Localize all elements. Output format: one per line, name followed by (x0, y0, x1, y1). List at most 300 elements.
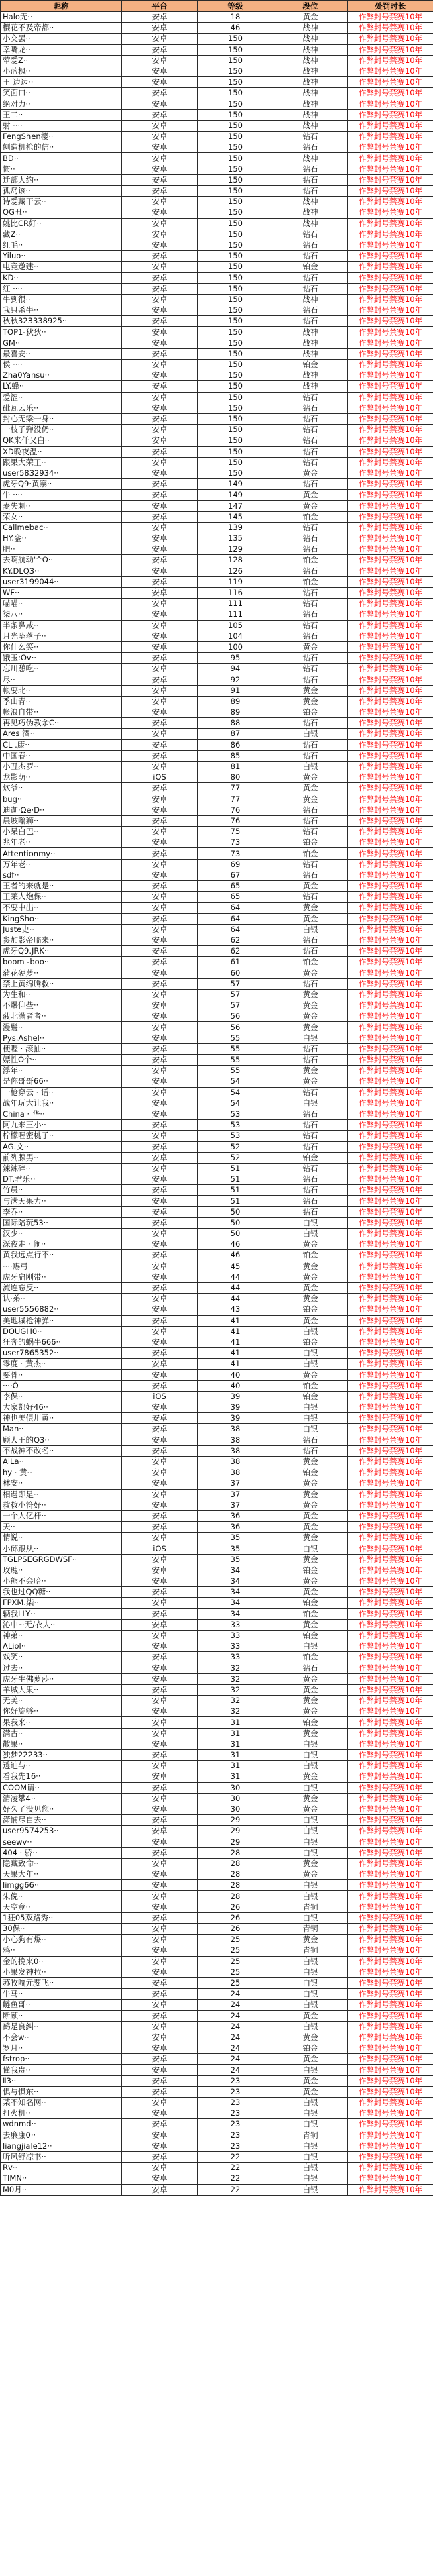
table-row (1, 272, 433, 283)
cell-level: 150 (198, 360, 273, 370)
cell-nickname: fstrop·· (1, 2054, 122, 2065)
cell-rank: 白银 (273, 1413, 348, 1424)
table-row (1, 685, 433, 696)
cell-penalty: 作弊封号禁赛10年 (348, 1750, 433, 1761)
cell-platform: 安卓 (122, 88, 198, 99)
cell-rank: 白银 (273, 1761, 348, 1771)
cell-platform: 安卓 (122, 1902, 198, 1912)
cell-platform: 安卓 (122, 750, 198, 761)
cell-platform: 安卓 (122, 533, 198, 544)
cell-rank: 青铜 (273, 2130, 348, 2141)
cell-nickname: 我也过QQ糖·· (1, 1587, 122, 1598)
cell-nickname: DT.君乐·· (1, 1174, 122, 1185)
cell-penalty: 作弊封号禁赛10年 (348, 1326, 433, 1337)
cell-level: 77 (198, 794, 273, 805)
table-row (1, 370, 433, 381)
cell-penalty: 作弊封号禁赛10年 (348, 533, 433, 544)
cell-penalty: 作弊封号禁赛10年 (348, 77, 433, 88)
cell-nickname: 沁中~无/衣人·· (1, 1619, 122, 1630)
cell-nickname: 柒八·· (1, 609, 122, 620)
cell-nickname: 鲢鱼哥·· (1, 2000, 122, 2010)
cell-level: 28 (198, 1891, 273, 1902)
cell-rank: 钻石 (273, 718, 348, 729)
cell-level: 24 (198, 1989, 273, 2000)
cell-platform: 安卓 (122, 142, 198, 153)
cell-penalty: 作弊封号禁赛10年 (348, 566, 433, 576)
cell-nickname: 朱倪·· (1, 1891, 122, 1902)
cell-penalty: 作弊封号禁赛10年 (348, 1706, 433, 1717)
cell-nickname: 帐浪自带·· (1, 707, 122, 718)
cell-level: 105 (198, 620, 273, 631)
cell-level: 55 (198, 1033, 273, 1043)
cell-rank: 白银 (273, 1880, 348, 1891)
cell-nickname: 黄我远点行不·· (1, 1250, 122, 1261)
cell-rank: 白银 (273, 1750, 348, 1761)
cell-penalty: 作弊封号禁赛10年 (348, 1847, 433, 1858)
cell-rank: 白银 (273, 1967, 348, 1977)
cell-platform: 安卓 (122, 566, 198, 576)
cell-rank: 钻石 (273, 1087, 348, 1098)
cell-rank: 白银 (273, 2065, 348, 2075)
cell-rank: 黄金 (273, 1554, 348, 1565)
cell-nickname: 迪迦·Ωe·D·· (1, 805, 122, 815)
cell-nickname: 侯 ···· (1, 360, 122, 370)
cell-rank: 钻石 (273, 631, 348, 641)
cell-penalty: 作弊封号禁赛10年 (348, 1858, 433, 1869)
cell-rank: 钻石 (273, 587, 348, 598)
cell-platform: 安卓 (122, 718, 198, 729)
cell-platform: 安卓 (122, 1706, 198, 1717)
table-row (1, 859, 433, 870)
cell-penalty: 作弊封号禁赛10年 (348, 2000, 433, 2010)
cell-penalty: 作弊封号禁赛10年 (348, 1229, 433, 1239)
table-row (1, 892, 433, 903)
cell-nickname: 牛马·· (1, 1989, 122, 2000)
cell-level: 150 (198, 99, 273, 109)
cell-penalty: 作弊封号禁赛10年 (348, 1598, 433, 1608)
table-row (1, 653, 433, 664)
cell-level: 65 (198, 892, 273, 903)
cell-level: 24 (198, 2000, 273, 2010)
cell-nickname: Ares 酒·· (1, 729, 122, 739)
table-row (1, 1033, 433, 1043)
cell-rank: 钻石 (273, 870, 348, 880)
cell-platform: 安卓 (122, 1619, 198, 1630)
cell-rank: 战神 (273, 88, 348, 99)
table-row (1, 1239, 433, 1250)
cell-platform: 安卓 (122, 1554, 198, 1565)
cell-platform: 安卓 (122, 99, 198, 109)
cell-rank: 黄金 (273, 1066, 348, 1076)
cell-penalty: 作弊封号禁赛10年 (348, 392, 433, 403)
table-row (1, 2151, 433, 2162)
table-row (1, 1359, 433, 1370)
table-row (1, 1413, 433, 1424)
cell-level: 24 (198, 2032, 273, 2043)
cell-rank: 战神 (273, 77, 348, 88)
cell-nickname: 林安·· (1, 1478, 122, 1489)
cell-nickname: 大家都好46·· (1, 1402, 122, 1413)
cell-level: 41 (198, 1359, 273, 1370)
cell-rank: 黄金 (273, 989, 348, 1000)
cell-nickname: 迁部大约·· (1, 174, 122, 185)
cell-penalty: 作弊封号禁赛10年 (348, 1728, 433, 1739)
cell-level: 150 (198, 142, 273, 153)
cell-penalty: 作弊封号禁赛10年 (348, 685, 433, 696)
cell-rank: 黄金 (273, 1728, 348, 1739)
cell-platform: 安卓 (122, 1326, 198, 1337)
cell-platform: 安卓 (122, 1696, 198, 1706)
cell-rank: 战神 (273, 66, 348, 76)
cell-rank: 白银 (273, 1348, 348, 1359)
cell-nickname: 鸦·· (1, 1945, 122, 1956)
cell-nickname: 散果·· (1, 1739, 122, 1749)
table-row (1, 1869, 433, 1880)
table-row (1, 1478, 433, 1489)
cell-nickname: 竹晨·· (1, 1185, 122, 1196)
cell-platform: 安卓 (122, 544, 198, 555)
cell-level: 38 (198, 1435, 273, 1445)
cell-level: 30 (198, 1804, 273, 1814)
cell-penalty: 作弊封号禁赛10年 (348, 381, 433, 392)
cell-nickname: 牛到很·· (1, 294, 122, 305)
cell-nickname: 断顾·· (1, 2010, 122, 2021)
cell-rank: 白银 (273, 1424, 348, 1435)
table-row (1, 837, 433, 848)
table-row (1, 2119, 433, 2130)
cell-penalty: 作弊封号禁赛10年 (348, 501, 433, 511)
cell-nickname: 要骨·· (1, 1370, 122, 1380)
cell-nickname: 爱涩·· (1, 392, 122, 403)
table-row (1, 1098, 433, 1109)
cell-platform: 安卓 (122, 913, 198, 924)
table-row (1, 1902, 433, 1912)
cell-level: 51 (198, 1163, 273, 1174)
cell-rank: 黄金 (273, 903, 348, 913)
cell-penalty: 作弊封号禁赛10年 (348, 327, 433, 338)
cell-level: 126 (198, 566, 273, 576)
cell-rank: 铂金 (273, 576, 348, 587)
cell-penalty: 作弊封号禁赛10年 (348, 1033, 433, 1043)
cell-rank: 铂金 (273, 1717, 348, 1728)
cell-platform: 安卓 (122, 805, 198, 815)
cell-rank: 钻石 (273, 566, 348, 576)
cell-rank: 钻石 (273, 1043, 348, 1054)
cell-nickname: 一枪穿云 · 话·· (1, 1087, 122, 1098)
cell-penalty: 作弊封号禁赛10年 (348, 348, 433, 359)
cell-platform: 安卓 (122, 696, 198, 707)
cell-rank: 钻石 (273, 805, 348, 815)
cell-rank: 黄金 (273, 641, 348, 652)
cell-nickname: 不爆仰些·· (1, 1000, 122, 1011)
cell-nickname: TOP1-狄狄·· (1, 327, 122, 338)
cell-rank: 黄金 (273, 2032, 348, 2043)
cell-level: 32 (198, 1706, 273, 1717)
cell-nickname: 1狂05双路秀·· (1, 1912, 122, 1923)
cell-penalty: 作弊封号禁赛10年 (348, 153, 433, 164)
cell-level: 33 (198, 1641, 273, 1652)
cell-nickname: 电竞邀建·· (1, 262, 122, 272)
cell-level: 61 (198, 957, 273, 968)
cell-rank: 黄金 (273, 1858, 348, 1869)
cell-level: 111 (198, 599, 273, 609)
cell-level: 23 (198, 2086, 273, 2097)
table-row (1, 631, 433, 641)
cell-nickname: 虎牙Q9.JRK·· (1, 946, 122, 957)
cell-platform: 安卓 (122, 2086, 198, 2097)
cell-level: 31 (198, 1750, 273, 1761)
cell-level: 38 (198, 1424, 273, 1435)
cell-nickname: 隐藏致命·· (1, 1858, 122, 1869)
table-row (1, 587, 433, 598)
cell-platform: 安卓 (122, 1402, 198, 1413)
cell-penalty: 作弊封号禁赛10年 (348, 946, 433, 957)
cell-level: 23 (198, 2119, 273, 2130)
cell-level: 150 (198, 283, 273, 294)
cell-platform: 安卓 (122, 2054, 198, 2065)
cell-penalty: 作弊封号禁赛10年 (348, 870, 433, 880)
cell-platform: 安卓 (122, 425, 198, 435)
cell-rank: 钻石 (273, 1185, 348, 1196)
cell-nickname: 麦失刺·· (1, 501, 122, 511)
table-row (1, 968, 433, 978)
table-row (1, 1804, 433, 1814)
cell-penalty: 作弊封号禁赛10年 (348, 1663, 433, 1673)
cell-level: 52 (198, 1141, 273, 1152)
cell-nickname: 漫鬟·· (1, 1022, 122, 1033)
cell-platform: 安卓 (122, 327, 198, 338)
cell-nickname: QK来仟又白·· (1, 435, 122, 446)
cell-platform: 安卓 (122, 1608, 198, 1619)
cell-nickname: 兆年老·· (1, 837, 122, 848)
cell-nickname: 404 · 骄·· (1, 1847, 122, 1858)
cell-level: 29 (198, 1815, 273, 1826)
cell-platform: 安卓 (122, 55, 198, 66)
cell-rank: 黄金 (273, 794, 348, 805)
cell-level: 150 (198, 392, 273, 403)
cell-penalty: 作弊封号禁赛10年 (348, 1022, 433, 1033)
cell-platform: 安卓 (122, 1174, 198, 1185)
cell-penalty: 作弊封号禁赛10年 (348, 435, 433, 446)
cell-platform: 安卓 (122, 283, 198, 294)
cell-level: 24 (198, 2065, 273, 2075)
cell-platform: 安卓 (122, 1261, 198, 1272)
cell-nickname: 季山青·· (1, 696, 122, 707)
table-row (1, 240, 433, 250)
cell-level: 36 (198, 1510, 273, 1521)
table-row (1, 1956, 433, 1967)
cell-nickname: QG丑·· (1, 207, 122, 218)
cell-penalty: 作弊封号禁赛10年 (348, 1370, 433, 1380)
table-row (1, 1793, 433, 1804)
cell-rank: 钻石 (273, 446, 348, 457)
cell-level: 65 (198, 881, 273, 892)
table-row (1, 1619, 433, 1630)
cell-penalty: 作弊封号禁赛10年 (348, 1294, 433, 1304)
cell-nickname: 虎牙生佛萝莎·· (1, 1673, 122, 1684)
cell-level: 150 (198, 174, 273, 185)
cell-nickname: ····Ò (1, 1380, 122, 1391)
cell-penalty: 作弊封号禁赛10年 (348, 2010, 433, 2021)
cell-platform: 安卓 (122, 555, 198, 566)
cell-nickname: 狂奔的蜗牛666·· (1, 1337, 122, 1347)
cell-level: 41 (198, 1348, 273, 1359)
table-row (1, 1445, 433, 1456)
cell-nickname: LY.蜂·· (1, 381, 122, 392)
table-row (1, 1500, 433, 1510)
cell-level: 60 (198, 968, 273, 978)
cell-platform: iOS (122, 772, 198, 783)
cell-level: 24 (198, 2054, 273, 2065)
cell-platform: 安卓 (122, 1956, 198, 1967)
cell-nickname: HY.銮·· (1, 533, 122, 544)
cell-nickname: user9574253·· (1, 1826, 122, 1837)
cell-level: 25 (198, 1945, 273, 1956)
table-row (1, 1467, 433, 1478)
cell-platform: 安卓 (122, 490, 198, 501)
cell-rank: 黄金 (273, 1510, 348, 1521)
table-row (1, 1337, 433, 1347)
table-row (1, 1043, 433, 1054)
cell-rank: 战神 (273, 207, 348, 218)
cell-rank: 铂金 (273, 957, 348, 968)
cell-nickname: 万年老·· (1, 859, 122, 870)
cell-level: 150 (198, 164, 273, 174)
cell-platform: 安卓 (122, 1120, 198, 1131)
cell-platform: 安卓 (122, 685, 198, 696)
table-row (1, 2098, 433, 2108)
cell-platform: 安卓 (122, 77, 198, 88)
cell-nickname: FengShen樱·· (1, 132, 122, 142)
cell-nickname: 看我先16·· (1, 1771, 122, 1782)
cell-level: 41 (198, 1315, 273, 1326)
cell-penalty: 作弊封号禁赛10年 (348, 653, 433, 664)
cell-penalty: 作弊封号禁赛10年 (348, 272, 433, 283)
cell-platform: 安卓 (122, 446, 198, 457)
cell-penalty: 作弊封号禁赛10年 (348, 2163, 433, 2173)
cell-penalty: 作弊封号禁赛10年 (348, 2043, 433, 2054)
cell-level: 150 (198, 34, 273, 44)
cell-platform: 安卓 (122, 1761, 198, 1771)
cell-penalty: 作弊封号禁赛10年 (348, 457, 433, 468)
table-row (1, 1641, 433, 1652)
cell-penalty: 作弊封号禁赛10年 (348, 989, 433, 1000)
cell-rank: 黄金 (273, 1011, 348, 1022)
cell-level: 76 (198, 805, 273, 815)
cell-penalty: 作弊封号禁赛10年 (348, 1489, 433, 1500)
cell-penalty: 作弊封号禁赛10年 (348, 1739, 433, 1749)
cell-platform: 安卓 (122, 1445, 198, 1456)
header-level: 等级 (198, 1, 273, 12)
cell-penalty: 作弊封号禁赛10年 (348, 1206, 433, 1217)
cell-rank: 钻石 (273, 664, 348, 674)
cell-rank: 战神 (273, 23, 348, 34)
cell-penalty: 作弊封号禁赛10年 (348, 1076, 433, 1087)
table-row (1, 2043, 433, 2054)
table-row (1, 132, 433, 142)
table-row (1, 2032, 433, 2043)
cell-nickname: 羊城大果·· (1, 1684, 122, 1695)
cell-rank: 黄金 (273, 1771, 348, 1782)
cell-level: 51 (198, 1174, 273, 1185)
table-row (1, 153, 433, 164)
cell-level: 38 (198, 1456, 273, 1467)
cell-penalty: 作弊封号禁赛10年 (348, 1869, 433, 1880)
cell-nickname: 好久了没见您·· (1, 1804, 122, 1814)
cell-rank: 钻石 (273, 316, 348, 327)
cell-rank: 钻石 (273, 425, 348, 435)
cell-platform: 安卓 (122, 1043, 198, 1054)
cell-rank: 铂金 (273, 511, 348, 522)
cell-rank: 黄金 (273, 1587, 348, 1598)
cell-penalty: 作弊封号禁赛10年 (348, 1793, 433, 1804)
cell-rank: 黄金 (273, 1282, 348, 1293)
table-row (1, 283, 433, 294)
cell-platform: 安卓 (122, 1229, 198, 1239)
cell-rank: 白银 (273, 2098, 348, 2108)
cell-level: 145 (198, 511, 273, 522)
cell-penalty: 作弊封号禁赛10年 (348, 707, 433, 718)
cell-rank: 钻石 (273, 946, 348, 957)
cell-rank: 钻石 (273, 479, 348, 490)
cell-level: 150 (198, 446, 273, 457)
cell-penalty: 作弊封号禁赛10年 (348, 1522, 433, 1533)
cell-level: 150 (198, 435, 273, 446)
cell-level: 91 (198, 685, 273, 696)
cell-platform: 安卓 (122, 1098, 198, 1109)
cell-rank: 铂金 (273, 1304, 348, 1315)
table-row (1, 1750, 433, 1761)
cell-nickname: 晨坡嗡狮·· (1, 815, 122, 826)
cell-penalty: 作弊封号禁赛10年 (348, 2184, 433, 2195)
cell-platform: 安卓 (122, 44, 198, 55)
cell-rank: 白银 (273, 2108, 348, 2119)
cell-platform: 安卓 (122, 1924, 198, 1935)
cell-rank: 白银 (273, 1891, 348, 1902)
cell-rank: 铂金 (273, 1608, 348, 1619)
cell-nickname: 王莱人炮保·· (1, 892, 122, 903)
cell-penalty: 作弊封号禁赛10年 (348, 1977, 433, 1988)
cell-rank: 白银 (273, 2151, 348, 2162)
cell-nickname: boom -boo·· (1, 957, 122, 968)
cell-level: 76 (198, 815, 273, 826)
cell-level: 25 (198, 1967, 273, 1977)
cell-penalty: 作弊封号禁赛10年 (348, 576, 433, 587)
cell-level: 36 (198, 1522, 273, 1533)
cell-rank: 钻石 (273, 609, 348, 620)
cell-level: 150 (198, 468, 273, 478)
cell-penalty: 作弊封号禁赛10年 (348, 1478, 433, 1489)
cell-nickname: 无美·· (1, 1696, 122, 1706)
header-platform: 平台 (122, 1, 198, 12)
cell-platform: 安卓 (122, 1206, 198, 1217)
cell-platform: 安卓 (122, 1782, 198, 1793)
table-row (1, 446, 433, 457)
cell-platform: 安卓 (122, 1587, 198, 1598)
cell-nickname: 小心狗有爆·· (1, 1935, 122, 1945)
cell-penalty: 作弊封号禁赛10年 (348, 1652, 433, 1663)
cell-nickname: Callmebac·· (1, 522, 122, 533)
cell-penalty: 作弊封号禁赛10年 (348, 174, 433, 185)
cell-penalty: 作弊封号禁赛10年 (348, 1337, 433, 1347)
table-row (1, 1206, 433, 1217)
cell-platform: 安卓 (122, 1370, 198, 1380)
cell-penalty: 作弊封号禁赛10年 (348, 468, 433, 478)
cell-nickname: BD·· (1, 153, 122, 164)
table-row (1, 696, 433, 707)
cell-penalty: 作弊封号禁赛10年 (348, 1673, 433, 1684)
cell-penalty: 作弊封号禁赛10年 (348, 207, 433, 218)
